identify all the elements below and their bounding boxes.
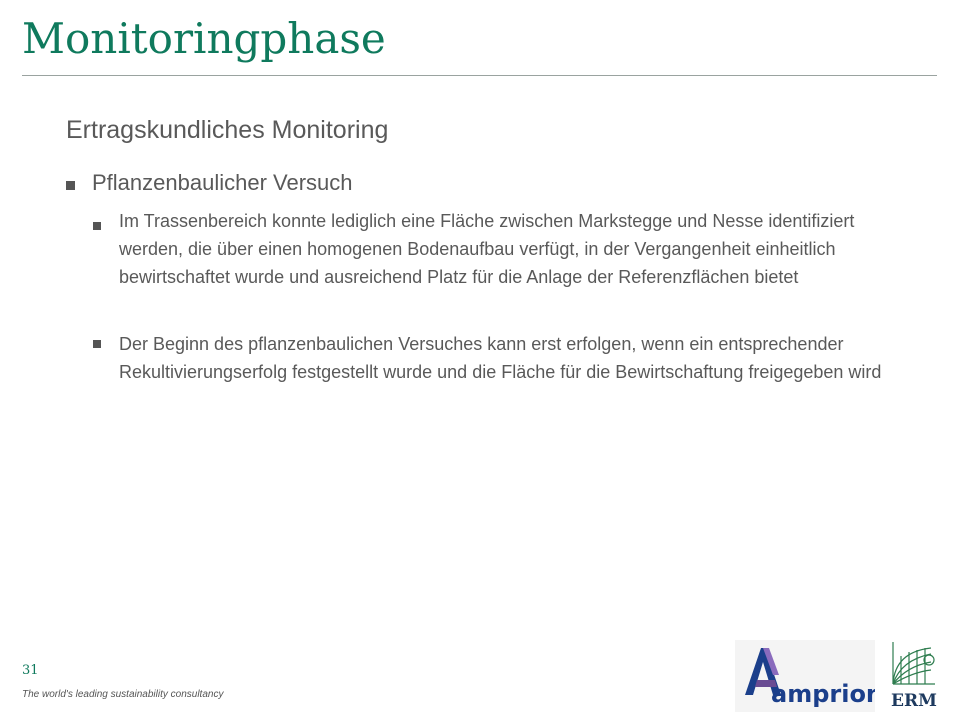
footer-tagline: The world's leading sustainability consultancy	[22, 689, 224, 700]
page-number: 31	[22, 663, 39, 678]
bullet-square-icon	[66, 181, 75, 190]
amprion-logo-icon	[735, 640, 875, 712]
slide-subtitle: Ertragskundliches Monitoring	[66, 116, 389, 144]
bullet-square-icon	[93, 222, 101, 230]
slide-title: Monitoringphase	[22, 14, 386, 63]
amprion-logo	[735, 640, 875, 712]
bullet-square-icon	[93, 340, 101, 348]
erm-logo-icon	[885, 638, 943, 712]
title-divider	[22, 75, 937, 76]
level1-bullet: Pflanzenbaulicher Versuch	[92, 170, 353, 195]
amprion-wordmark: amprion	[771, 680, 875, 708]
level2-bullet-2: Der Beginn des pflanzenbaulichen Versuches kann erst erfolgen, wenn ein entsprechender Rekultivierungserfolg festgestellt wurde und die Fläche für die Bewirtschaftung freigegeben wird	[119, 334, 882, 382]
erm-logo	[885, 638, 943, 712]
erm-wordmark: ERM	[891, 691, 937, 711]
level2-bullet-1: Im Trassenbereich konnte lediglich eine Fläche zwischen Markstegge und Nesse identifiziert werden, die über einen homogenen Bodenaufbau verfügt, in der Vergangenheit einheitlich bewirtschaftet wurde und ausreichend Platz für die Anlage der Referenzflächen bietet	[119, 211, 855, 287]
